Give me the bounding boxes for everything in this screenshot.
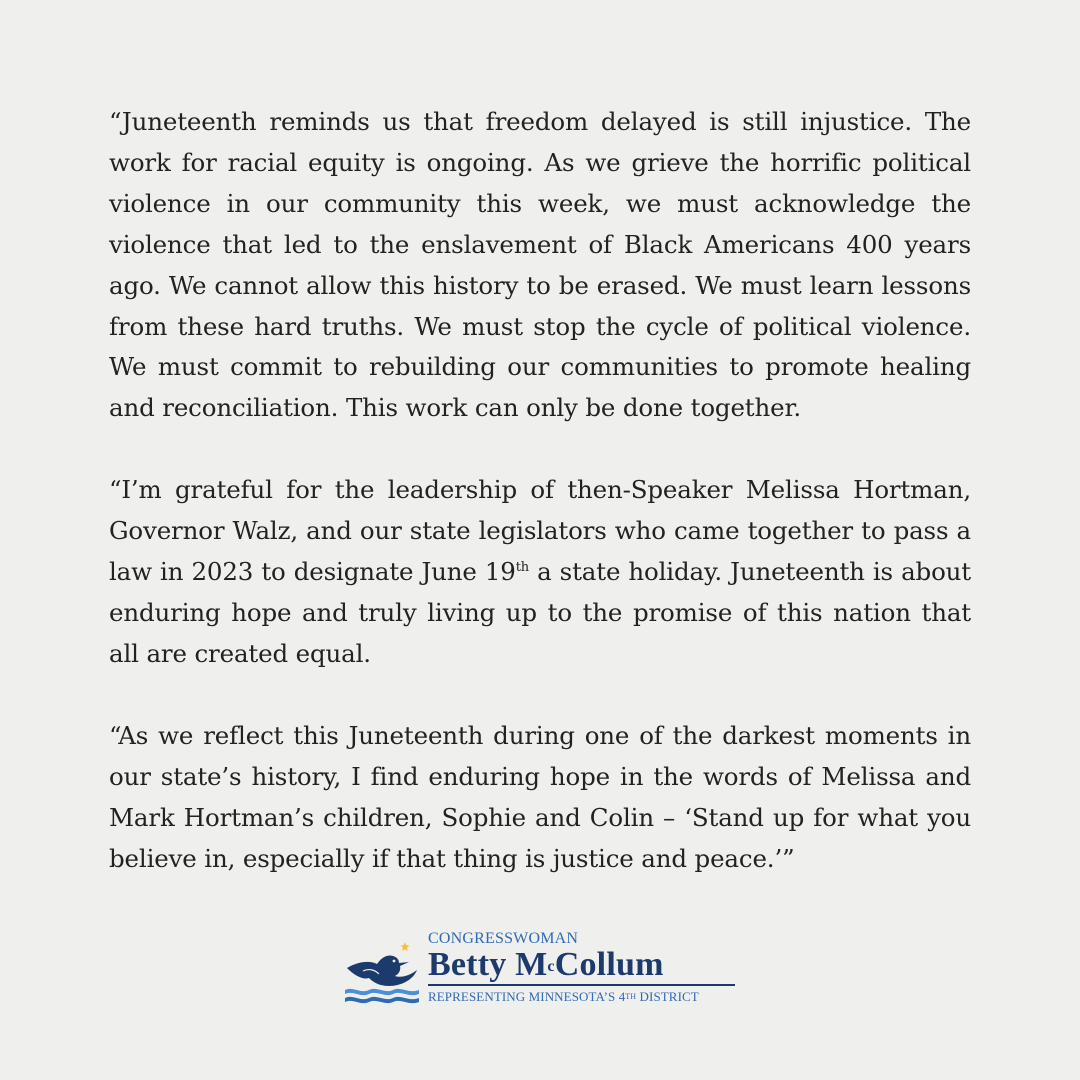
logo-subtitle-a: REPRESENTING MINNESOTA’S 4 — [428, 989, 626, 1004]
statement-body — [109, 102, 971, 920]
logo-title: CONGRESSWOMAN — [428, 930, 579, 947]
statement-paragraph-2 — [109, 470, 971, 675]
logo-subtitle-b: DISTRICT — [636, 989, 699, 1004]
logo-subtitle-superscript: TH — [625, 992, 637, 1001]
logo-wordmark — [428, 930, 738, 1004]
logo-name-first: Betty M — [428, 946, 548, 983]
statement-paragraph-3: “As we reflect this Juneteenth during one of the darkest moments in our state’s history, I find enduring hope in the words of Melissa and Mark Hortman’s children, Sophie and Colin – ‘Stand up for what you believe in, especially if that thing is justice and peace.’” — [109, 720, 971, 873]
statement-paragraph-1: “Juneteenth reminds us that freedom delayed is still injustice. The work for racial equity is ongoing. As we grieve the horrific political violence in our community this week, we must acknowledge the violence that led to the enslavement of Black Americans 400 years ago. We cannot allow this history to be erased. We must learn lessons from these hard truths. We must stop the cycle of political violence. We must commit to rebuilding our communities to promote healing and reconciliation. This work can only be done together. — [109, 107, 971, 423]
logo-subtitle — [428, 989, 738, 1004]
congresswoman-logo — [343, 930, 743, 1010]
loon-icon — [343, 940, 423, 1006]
logo-divider — [428, 984, 735, 986]
paragraph-2-text-b: a state holiday. Juneteenth is about enduring hope and truly living up to the promise of this nation that all are created equal. — [109, 557, 971, 668]
paragraph-2-text-a: “I’m grateful for the leadership of then-Speaker Melissa Hortman, Governor Walz, and our state legislators who came together to pass a law in 2023 to designate June 19 — [109, 475, 971, 587]
logo-name-last: Collum — [554, 946, 664, 983]
ordinal-suffix: th — [515, 559, 530, 575]
logo-name-superscript: c — [547, 958, 555, 975]
logo-name — [428, 948, 738, 982]
